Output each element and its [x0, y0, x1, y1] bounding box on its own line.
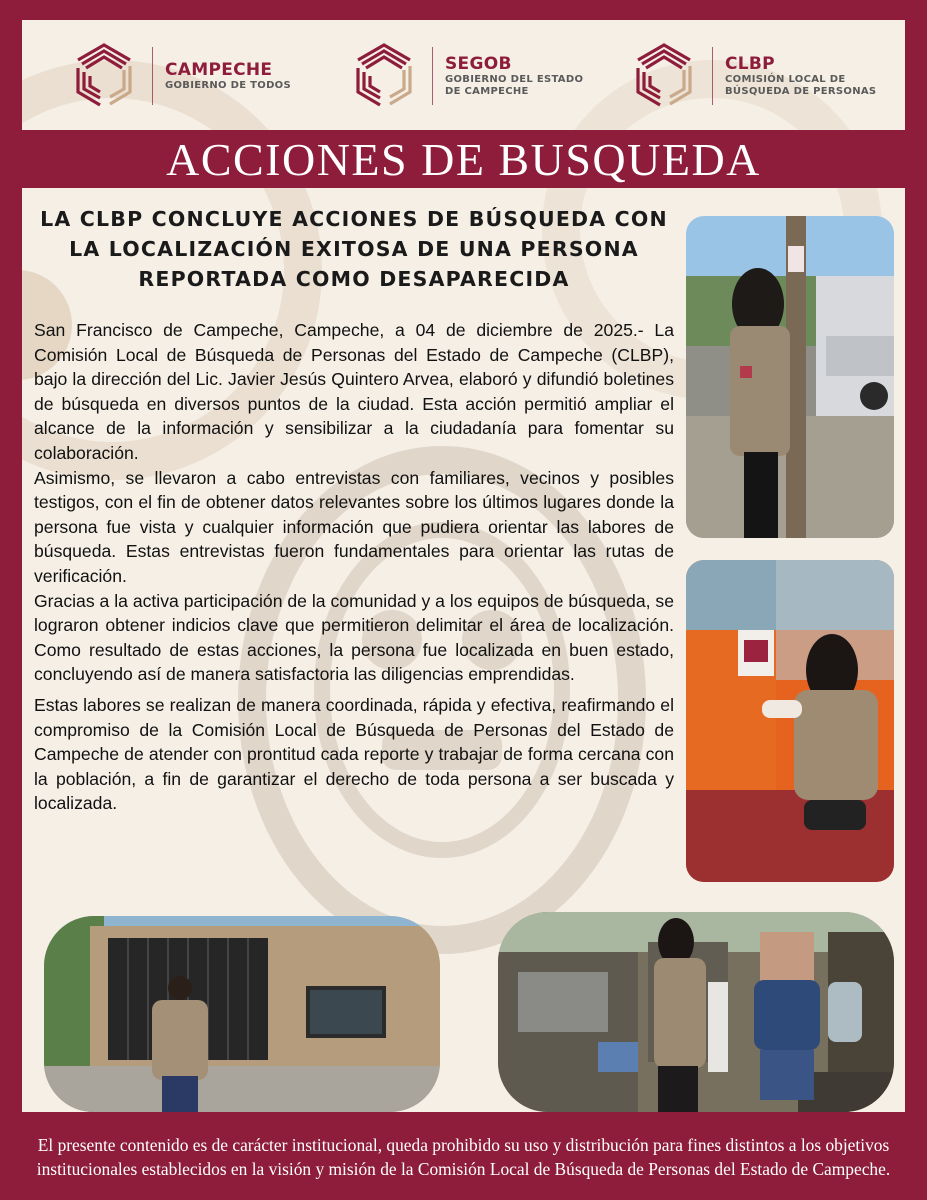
footer: [0, 1114, 927, 1200]
logo-campeche: [70, 38, 291, 114]
photo-image: [686, 216, 894, 538]
paragraph: San Francisco de Campeche, Campeche, a 04 de diciembre de 2025.- La Comisión Local de Búsqueda de Personas del Estado de Campeche (CLBP), bajo la dirección del Lic. Javier Jesús Quintero Arvea, elaboró y difundió boletines de búsqueda en diversos puntos de la ciudad. Esta acción permitió ampliar el alcance de la información y sensibilizar a la ciudadanía para fomentar su colaboración.: [34, 320, 674, 463]
logo-divider: [712, 47, 713, 105]
campeche-hexagon-icon: [630, 38, 698, 114]
logo-subtitle: GOBIERNO DEL ESTADO: [445, 74, 584, 85]
banner-title: ACCIONES DE BUSQUEDA: [166, 133, 761, 185]
logo-divider: [152, 47, 153, 105]
photo-house-front: [44, 916, 440, 1112]
photo-yard-interview: [498, 912, 894, 1112]
footer-disclaimer: El presente contenido es de carácter institucional, queda prohibido su uso y distribución para fines distintos a los objetivos institucionales establecidos en la visión y misión de la Comisión Local de Búsqueda de Personas del Estado de Campeche.: [36, 1135, 891, 1179]
logo-clbp: [630, 38, 876, 114]
logo-subtitle: BÚSQUEDA DE PERSONAS: [725, 86, 877, 97]
logo-divider: [432, 47, 433, 105]
header: [22, 20, 905, 132]
photo-orange-wall: [686, 560, 894, 882]
logo-segob: [350, 38, 583, 114]
paragraph: Gracias a la activa participación de la comunidad y a los equipos de búsqueda, se lograron obtener indicios clave que permitieron delimitar el área de localización. Como resultado de estas acciones, la persona fue localizada en buen estado, concluyendo así de manera satisfactoria las diligencias emprendidas.: [34, 590, 674, 685]
logo-subtitle: DE CAMPECHE: [445, 86, 529, 97]
logo-title: CLBP: [725, 54, 775, 74]
photo-image: [686, 560, 894, 882]
logo-subtitle: COMISIÓN LOCAL DE: [725, 74, 846, 85]
paragraph: Estas labores se realizan de manera coordinada, rápida y efectiva, reafirmando el compromiso de la Comisión Local de Búsqueda de Personas del Estado de Campeche de atender con prontitud cada reporte y trabajar de forma cercana con la población, a fin de garantizar el derecho de toda persona a ser buscada y localizada.: [34, 694, 674, 814]
paragraph: Asimismo, se llevaron a cabo entrevistas con familiares, vecinos y posibles testigos, con el fin de obtener datos relevantes sobre los últimos lugares donde la persona fue vista y cualquier información que pudiera orientar las labores de búsqueda. Estas entrevistas fueron fundamentales para orientar las rutas de verificación.: [34, 467, 674, 586]
photo-image: [44, 916, 440, 1112]
logo-title: CAMPECHE: [165, 60, 273, 80]
campeche-hexagon-icon: [350, 38, 418, 114]
photo-image: [498, 912, 894, 1112]
campeche-hexagon-icon: [70, 38, 138, 114]
logo-title: SEGOB: [445, 54, 512, 74]
title-banner: [0, 130, 927, 188]
article-body: [34, 318, 674, 816]
logo-subtitle: GOBIERNO DE TODOS: [165, 80, 291, 91]
photo-street-poster: [686, 216, 894, 538]
headline: LA CLBP CONCLUYE ACCIONES DE BÚSQUEDA CON LA LOCALIZACIÓN EXITOSA DE UNA PERSONA REPORTADA COMO DESAPARECIDA: [40, 207, 668, 291]
